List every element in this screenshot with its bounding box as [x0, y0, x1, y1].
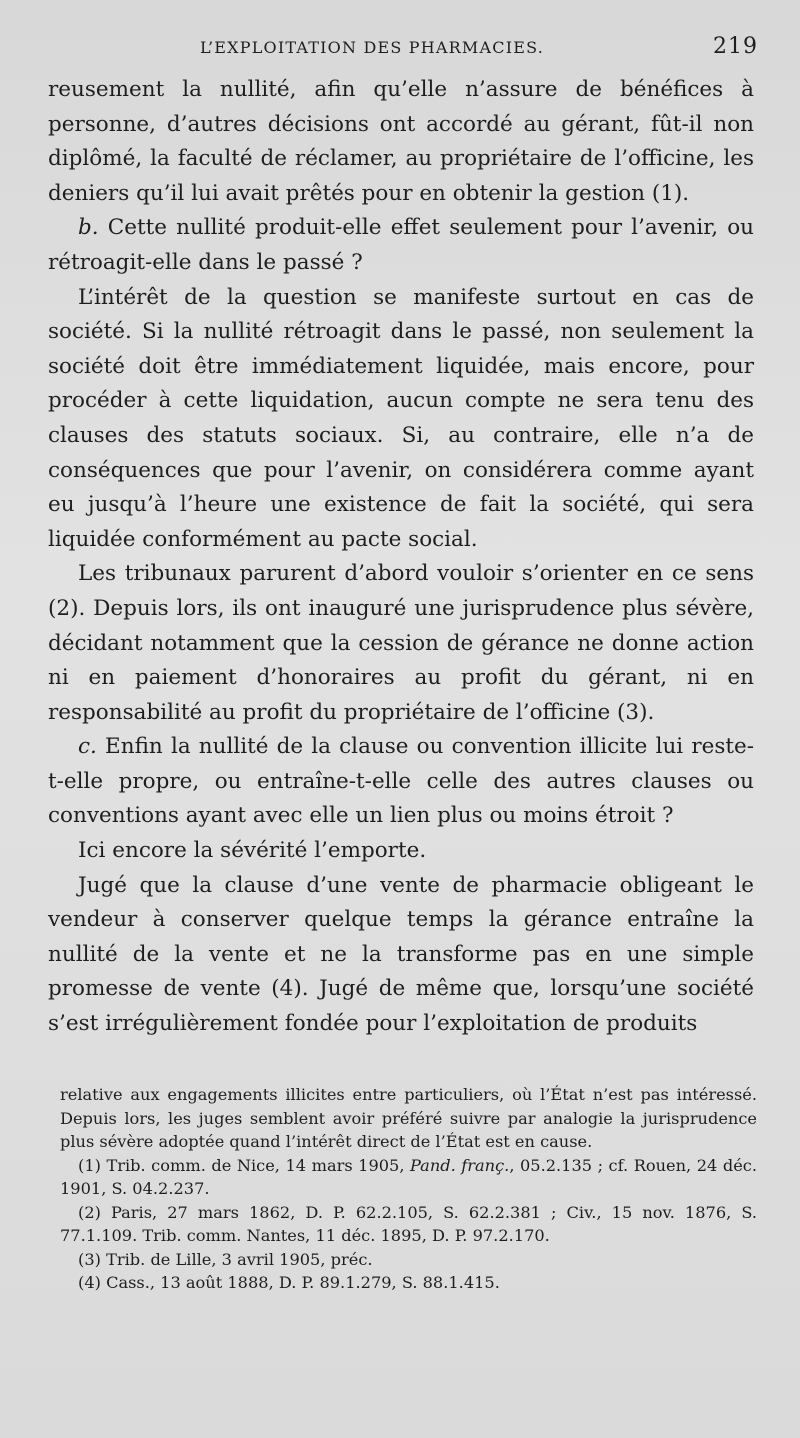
- main-text: [48, 73, 754, 1042]
- footnotes: [60, 1083, 757, 1295]
- footnote-text: (2) Paris, 27 mars 1862, D. P. 62.2.105, S. 62.2.381 ; Civ., 15 nov. 1876, S. 77.1.109. Trib. comm. Nantes, 11 déc. 1895, D. P. 97.2.170.: [60, 1202, 757, 1245]
- paragraph-text: Jugé que la clause d’une vente de pharmacie obligeant le vendeur à conserver quelque temps la gérance entraîne la nullité de la vente et ne la transforme pas en une simple promesse de vente (4). Jugé de même que, lorsqu’une société s’est irrégulièrement fondée pour l’exploitation de produits: [48, 872, 754, 1037]
- paragraph: [48, 834, 754, 869]
- paragraph-marker: b.: [78, 215, 99, 241]
- paragraph-text: L’intérêt de la question se manifeste surtout en cas de société. Si la nullité rétroagit dans le passé, non seulement la société doit être immédiatement liquidée, mais encore, pour procéder à cette liquidation, aucun compte ne sera tenu des clauses des statuts sociaux. Si, au contraire, elle n’a de conséquences que pour l’avenir, on considérera comme ayant eu jusqu’à l’heure une existence de fait la société, qui sera liquidée conformément au pacte social.: [48, 284, 754, 552]
- paragraph-text: Les tribunaux parurent d’abord vouloir s’orienter en ce sens (2). Depuis lors, ils ont inauguré une jurisprudence plus sévère, décidant notamment que la cession de gérance ne donne action ni en paiement d’honoraires au profit du gérant, ni en responsabilité au profit du propriétaire de l’officine (3).: [48, 561, 754, 725]
- footnote-text: (1) Trib. comm. de Nice, 14 mars 1905,: [78, 1155, 411, 1175]
- paragraph-text: Ici encore la sévérité l’emporte.: [78, 838, 427, 864]
- footnote-italic: Pand. franç.: [410, 1155, 510, 1175]
- footnote-2: [60, 1201, 757, 1248]
- footnote-1: [60, 1154, 757, 1201]
- footnote-continuation: relative aux engagements illicites entre particuliers, où l’État n’est pas intéressé. Depuis lors, les juges semblent avoir préféré suivre par analogie la jurisprudence plus sévère adoptée quand l’intérêt direct de l’État est en cause.: [60, 1085, 757, 1151]
- footnote-3: [60, 1248, 757, 1272]
- paragraph: [48, 281, 754, 558]
- paragraph-marker: c.: [78, 734, 97, 760]
- paragraph: [48, 869, 754, 1042]
- paragraph: [48, 557, 754, 730]
- footnote-text: (4) Cass., 13 août 1888, D. P. 89.1.279, S. 88.1.415.: [78, 1273, 500, 1292]
- paragraph-b: [48, 211, 754, 280]
- paragraph-text: Cette nullité produit-elle effet seulement pour l’avenir, ou rétroagit-elle dans le passé ?: [48, 215, 754, 275]
- running-title: L’EXPLOITATION DES PHARMACIES.: [200, 38, 544, 57]
- page-number: 219: [713, 34, 758, 59]
- paragraph-continuation: [48, 73, 754, 211]
- paragraph-c: [48, 730, 754, 834]
- footnote-4: [60, 1271, 757, 1295]
- page-header: [48, 34, 758, 68]
- paragraph-text: Enfin la nullité de la clause ou convention illicite lui reste-t-elle propre, ou entraîne-t-elle celle des autres clauses ou conventions ayant avec elle un lien plus ou moins étroit ?: [48, 734, 754, 829]
- footnote-text: (3) Trib. de Lille, 3 avril 1905, préc.: [78, 1249, 373, 1269]
- paragraph-text: reusement la nullité, afin qu’elle n’assure de bénéfices à personne, d’autres décisions ont accordé au gérant, fût-il non diplômé, la faculté de réclamer, au propriétaire de l’officine, les deniers qu’il lui avait prêtés pour en obtenir la gestion (1).: [48, 77, 754, 206]
- footnote-text: , 05.2.135 ; cf. Rouen, 24 déc. 1901, S. 04.2.237.: [60, 1155, 757, 1198]
